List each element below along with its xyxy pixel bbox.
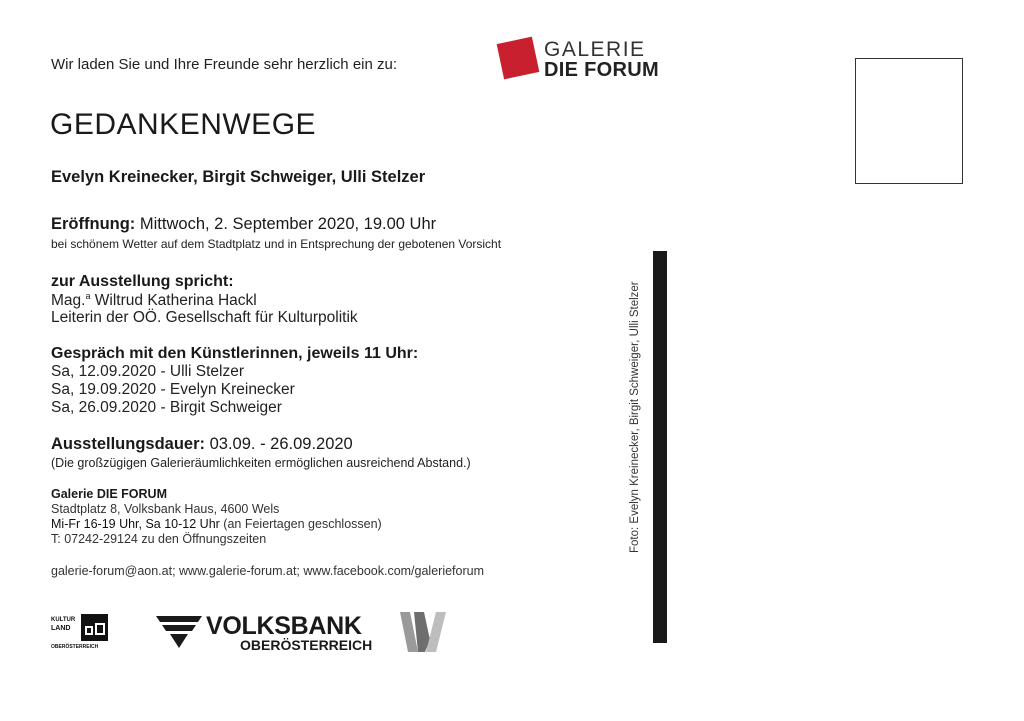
kulturland-logo bbox=[51, 614, 109, 650]
gallery-name: Galerie DIE FORUM bbox=[51, 487, 167, 501]
gallery-hours bbox=[51, 517, 382, 531]
gallery-phone: T: 07242-29124 zu den Öffnungszeiten bbox=[51, 532, 267, 546]
volksbank-region: OBERÖSTERREICH bbox=[240, 637, 373, 653]
divider-bar bbox=[653, 251, 667, 643]
gallery-logo-line2: DIE FORUM bbox=[544, 59, 659, 81]
gallery-logo-line1: GALERIE bbox=[544, 38, 646, 61]
opening-value: Mittwoch, 2. September 2020, 19.00 Uhr bbox=[135, 215, 437, 233]
kulturland-shape-left bbox=[85, 626, 93, 635]
kulturland-line2: LAND bbox=[51, 625, 71, 632]
artists-line: Evelyn Kreinecker, Birgit Schweiger, Ulli Stelzer bbox=[51, 168, 426, 186]
gallery-hours-note: (an Feiertagen geschlossen) bbox=[219, 517, 382, 531]
speaker-title-sup: a bbox=[85, 291, 91, 301]
gallery-hours-main: Mi-Fr 16-19 Uhr, Sa 10-12 Uhr bbox=[51, 517, 220, 531]
kulturland-box bbox=[81, 614, 108, 641]
stamp-box bbox=[855, 58, 963, 184]
gallery-logo-mark bbox=[497, 37, 540, 80]
kulturland-shape-right bbox=[95, 623, 105, 635]
opening-label: Eröffnung: bbox=[51, 215, 136, 233]
talk-item: Sa, 19.09.2020 - Evelyn Kreinecker bbox=[51, 381, 295, 398]
duration-note: (Die großzügigen Galerieräumlichkeiten ermöglichen ausreichend Abstand.) bbox=[51, 456, 471, 470]
duration-line bbox=[51, 435, 353, 454]
talk-item: Sa, 12.09.2020 - Ulli Stelzer bbox=[51, 363, 244, 380]
talk-item: Sa, 26.09.2020 - Birgit Schweiger bbox=[51, 399, 282, 416]
invitation-text: Wir laden Sie und Ihre Freunde sehr herzlich ein zu: bbox=[51, 56, 398, 73]
talks-heading: Gespräch mit den Künstlerinnen, jeweils 11 Uhr: bbox=[51, 345, 419, 362]
duration-value: 03.09. - 26.09.2020 bbox=[205, 435, 353, 453]
speaker-role: Leiterin der OÖ. Gesellschaft für Kulturpolitik bbox=[51, 309, 358, 326]
volksbank-name: VOLKSBANK bbox=[206, 612, 362, 640]
photo-credit: Foto: Evelyn Kreinecker, Birgit Schweiger, Ulli Stelzer bbox=[629, 281, 641, 553]
kulturland-line3: OBERÖSTERREICH bbox=[51, 644, 99, 650]
exhibition-title: GEDANKENWEGE bbox=[50, 108, 317, 141]
speaker-heading: zur Ausstellung spricht: bbox=[51, 273, 234, 290]
speaker-name-text: Wiltrud Katherina Hackl bbox=[90, 292, 257, 310]
opening-line bbox=[51, 215, 436, 234]
speaker-title-prefix: Mag. bbox=[51, 292, 86, 310]
speaker-name bbox=[51, 291, 257, 310]
gallery-address: Stadtplatz 8, Volksbank Haus, 4600 Wels bbox=[51, 502, 280, 516]
duration-label: Ausstellungsdauer: bbox=[51, 435, 206, 453]
gallery-links[interactable]: galerie-forum@aon.at; www.galerie-forum.at; www.facebook.com/galerieforum bbox=[51, 564, 485, 578]
kulturland-line1: KULTUR bbox=[51, 617, 76, 623]
wels-w-logo-icon bbox=[400, 612, 450, 652]
opening-note: bei schönem Wetter auf dem Stadtplatz und in Entsprechung der gebotenen Vorsicht bbox=[51, 237, 502, 251]
volksbank-mark-icon bbox=[156, 614, 202, 648]
